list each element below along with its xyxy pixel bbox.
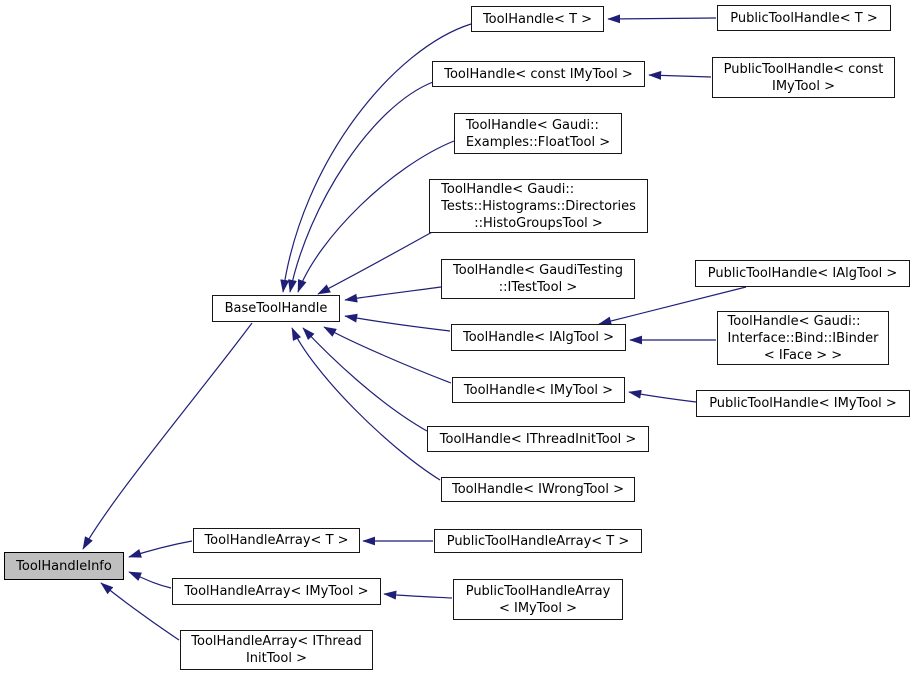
class-node-label-line: ToolHandleInfo	[16, 558, 112, 574]
class-node-pth_ialg[interactable]	[695, 260, 910, 287]
class-node-label-line: ::HistoGroupsTool >	[474, 215, 603, 231]
class-node-th_const[interactable]	[432, 61, 645, 87]
class-node-pth_const[interactable]	[712, 57, 895, 98]
class-node-label-line: PublicToolHandle< IAlgTool >	[707, 266, 898, 281]
class-node-pth_imy[interactable]	[696, 390, 910, 417]
class-node-label-line: InitTool >	[245, 651, 308, 666]
class-node-label-line: ToolHandle< IWrongTool >	[451, 482, 624, 497]
class-node-th_ialg[interactable]	[451, 324, 626, 351]
class-node-label-line: ::ITestTool >	[498, 280, 578, 295]
class-node-th_ibinder[interactable]	[717, 311, 889, 365]
class-node-label-line: ToolHandle< IThreadInitTool >	[439, 431, 637, 447]
class-node-label-line: PublicToolHandleArray< T >	[446, 533, 630, 549]
class-node-label-line: BaseToolHandle	[224, 301, 328, 316]
class-node-label	[730, 10, 878, 27]
class-node-label-line: ToolHandle< IMyTool >	[463, 382, 614, 398]
class-node-label-line: PublicToolHandle< IMyTool >	[709, 396, 897, 411]
class-node-label	[191, 633, 361, 667]
class-node-label-line: ToolHandle< Gaudi::	[727, 313, 861, 329]
class-node-label-line: < IFace > >	[763, 347, 843, 363]
class-node-label-line: ToolHandle< const IMyTool >	[444, 66, 633, 82]
class-node-label-line: PublicToolHandle< const	[723, 61, 884, 77]
class-node-label-line: ToolHandleArray< IMyTool >	[184, 584, 369, 599]
class-node-label	[204, 532, 348, 549]
class-node-label-line: Examples::FloatTool >	[465, 134, 611, 150]
class-node-label	[452, 481, 624, 498]
class-node-label	[463, 329, 614, 346]
class-node-label-line: ToolHandle< GaudiTesting	[453, 263, 623, 278]
class-node-ptha_imy[interactable]	[453, 579, 623, 620]
class-node-label	[225, 300, 328, 317]
class-node-tha_t[interactable]	[193, 528, 360, 553]
class-node-label	[724, 61, 884, 95]
class-node-label-line: PublicToolHandle< T >	[730, 10, 878, 26]
class-node-label	[444, 66, 632, 83]
class-node-th_iwrong[interactable]	[441, 477, 635, 502]
class-node-th_float[interactable]	[454, 113, 622, 154]
class-node-label-line: ToolHandleArray< IThread	[191, 634, 362, 649]
class-node-label	[453, 262, 623, 296]
class-node-label-line: IMyTool >	[771, 78, 836, 94]
class-node-ptha_t[interactable]	[434, 529, 642, 553]
class-node-label-line: Tests::Histograms::Directories	[441, 198, 636, 214]
class-node-label-line: < IMyTool >	[498, 600, 578, 616]
class-node-label-line: ToolHandle< Gaudi::	[465, 117, 599, 133]
class-node-tha_imy[interactable]	[172, 578, 381, 605]
class-node-label-line: ToolHandle< IAlgTool >	[463, 330, 614, 345]
class-node-label-line: Interface::Bind::IBinder	[727, 330, 879, 346]
class-node-label	[184, 583, 368, 600]
class-node-label	[728, 313, 879, 364]
class-node-label	[708, 265, 897, 282]
class-node-label	[440, 431, 636, 448]
class-node-label	[441, 181, 636, 232]
class-node-label-line: ToolHandle< T >	[482, 11, 593, 27]
class-node-label-line: ToolHandle< Gaudi::	[441, 181, 575, 197]
class-node-th_histo[interactable]	[429, 179, 648, 233]
class-node-base[interactable]	[212, 295, 340, 322]
class-node-label	[466, 583, 611, 617]
class-node-tha_ithread[interactable]	[180, 630, 373, 670]
class-node-label	[483, 11, 592, 28]
class-node-label	[464, 382, 613, 399]
class-node-th_t[interactable]	[471, 6, 604, 32]
class-node-th_ithread[interactable]	[427, 426, 649, 452]
class-node-th_imy[interactable]	[452, 377, 625, 403]
class-node-pth_t[interactable]	[717, 5, 891, 31]
class-node-label	[16, 558, 112, 575]
class-node-label-line: ToolHandleArray< T >	[204, 533, 349, 548]
class-node-label	[466, 117, 610, 151]
class-node-info	[4, 552, 124, 580]
class-node-label	[709, 395, 897, 412]
class-node-th_test[interactable]	[441, 259, 635, 299]
class-node-label-line: PublicToolHandleArray	[465, 583, 611, 599]
class-node-label	[447, 533, 630, 550]
